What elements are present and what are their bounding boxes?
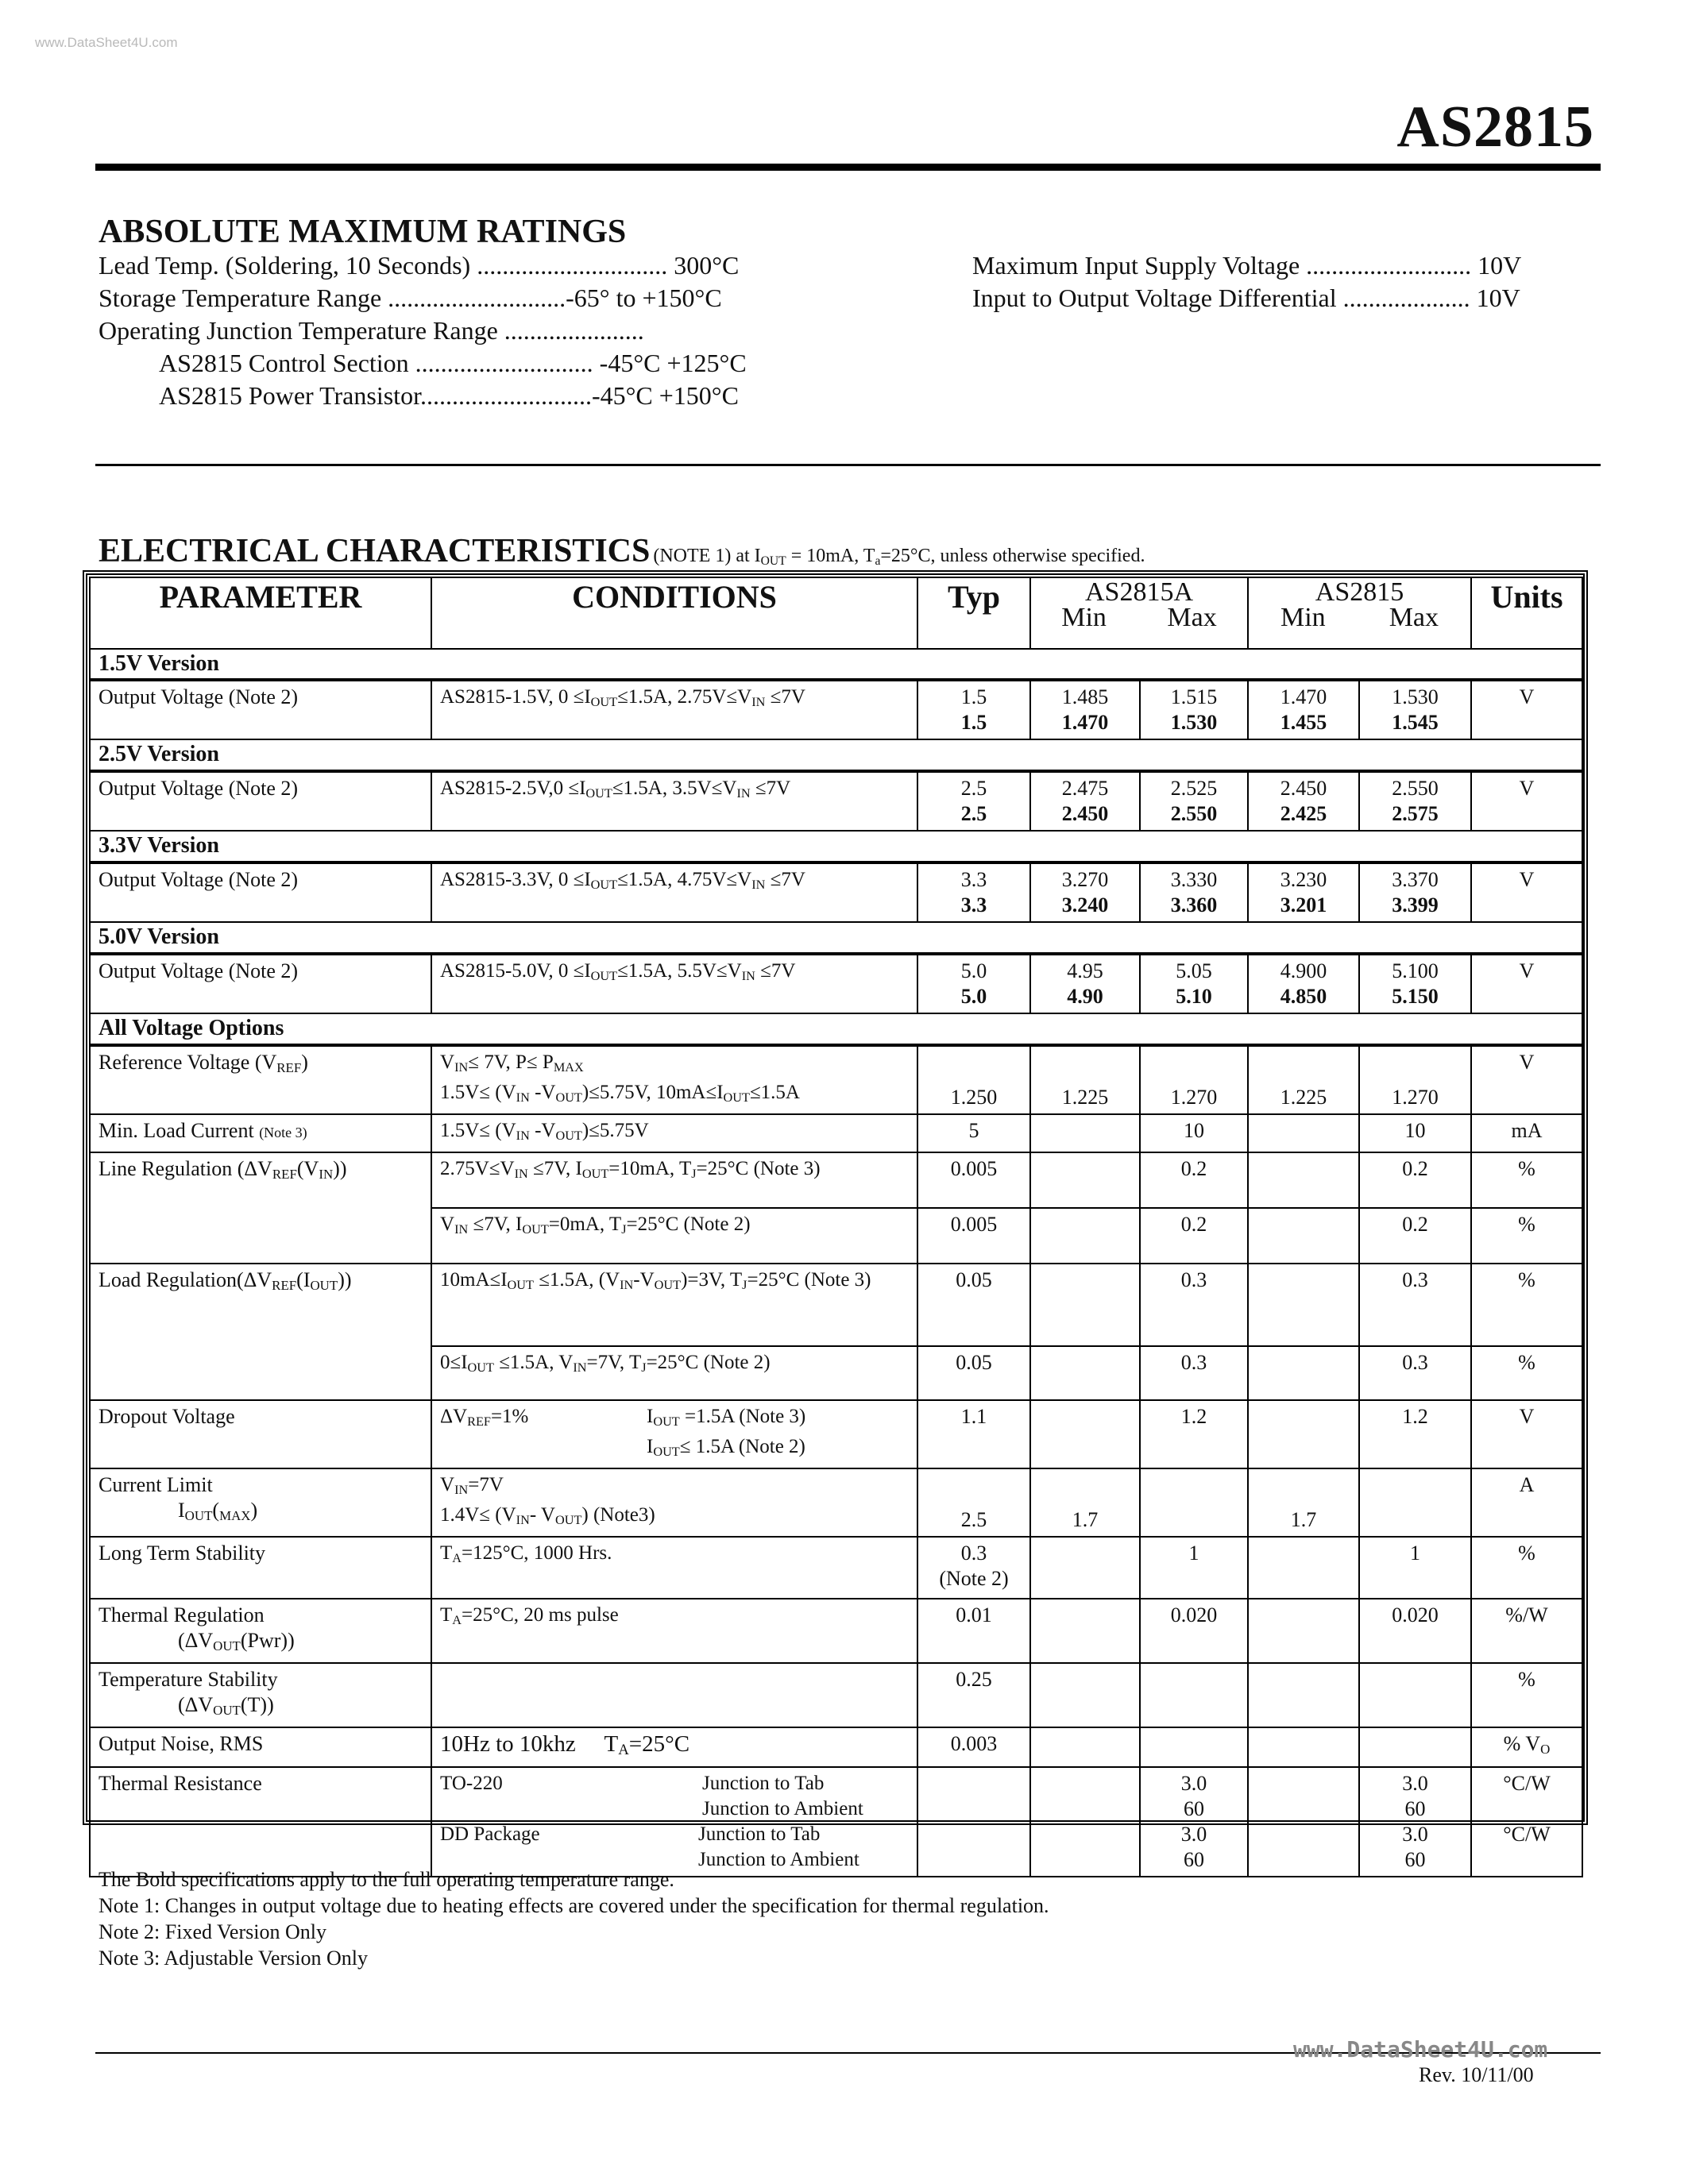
- electrical-table-frame: [83, 570, 1588, 1871]
- row-dropout: Dropout Voltage $\Delta V_{REF}=1\%$ $I_{OUT} =1.5A$ (Note 3) $I_{OUT}\le 1.5A$ (Note 2) 1.1 1.2 1.2 V: [90, 1400, 1582, 1468]
- note-1: Note 1: Changes in output voltage due to heating effects are covered under the specification for thermal regulation.: [98, 1894, 1049, 1917]
- row-thermal-resistance: Thermal Resistance TO-220 Junction to Tab Junction to Ambient DD Package Junction to Tab Junction to Ambient 3.0 60 3.0 60 3.0 60 3.0 60 °C/W °C/W: [90, 1767, 1582, 1877]
- amr-junction-temp: Operating Junction Temperature Range ......................: [98, 316, 644, 345]
- section-2-5v: 2.5V Version: [90, 739, 1582, 771]
- row-min-load: Min. Load Current (Note 3) $1.5V\le (V_{IN}$ $-V_{OUT})\le 5.75V$ 5 10 10 mA: [90, 1114, 1582, 1152]
- part-number: AS2815: [1396, 95, 1594, 160]
- header-units: Units: [1471, 577, 1582, 649]
- amr-storage-temp: Storage Temperature Range ............................-65° to +150°C: [98, 284, 722, 312]
- section-5-0v: 5.0V Version: [90, 922, 1582, 954]
- absolute-max-title: ABSOLUTE MAXIMUM RATINGS: [98, 214, 627, 250]
- watermark-text: www.DataSheet4U.com: [35, 35, 178, 50]
- header-as2815: AS2815 Min Max: [1248, 577, 1471, 649]
- note-3: Note 3: Adjustable Version Only: [98, 1947, 368, 1970]
- header-as2815a: AS2815A Min Max: [1030, 577, 1248, 649]
- header-row: [90, 577, 1582, 649]
- row-long-term: Long Term Stability $T_A=125^\circ C$, 1000 Hrs. 0.3 (Note 2) 1 1 %: [90, 1537, 1582, 1599]
- row-thermal-reg: Thermal Regulation $(\Delta V_{OUT}(Pwr))$ $T_A=25^\circ C$, 20 ms pulse 0.01 0.020 0.020 %/W: [90, 1599, 1582, 1663]
- note-2: Note 2: Fixed Version Only: [98, 1920, 326, 1943]
- row-vref: Reference Voltage $(V_{REF})$ $V_{IN}\le 7V$, $P\le P_{MAX}$ $1.5V\le (V_{IN}$ $-V_{OUT})\le 5.75V$, $10mA\le I_{OUT}\le 1.5A$ 1.250 1.225 1.270 1.225 1.270 V: [90, 1045, 1582, 1114]
- row-out-3-3: Output Voltage (Note 2) AS2815-3.3V, $0 \le I_{OUT}\le 1.5A$, $4.75V\le V_{IN} \le 7V$ 3.3 3.3 3.270 3.240 3.330 3.360 3.230 3.201 3.370 3.399 V: [90, 862, 1582, 922]
- header-parameter: PARAMETER: [90, 577, 431, 649]
- electrical-title-main: ELECTRICAL CHARACTERISTICS: [98, 533, 651, 569]
- absolute-max-right: [972, 249, 1521, 314]
- row-line-reg-1: Line Regulation $(\Delta V_{REF}(V_{IN}))$ $2.75V\le V_{IN} \le 7V$, $I_{OUT}=10mA$, $T_J=25^\circ C$ (Note 3) 0.005 0.2 0.2 %: [90, 1152, 1582, 1208]
- row-load-reg-1: Load $Regulation(\Delta V_{REF}(I_{OUT}))$ $10mA\le I_{OUT} \le 1.5A$, $(V_{IN}-V_{OUT})=3V$, $T_J=25^\circ C$ (Note 3) 0.05 0.3 0.3 %: [90, 1264, 1582, 1346]
- electrical-title-sub: (NOTE 1) at $I_{OUT} = 10mA$, $T_a=25^\circ C$, unless otherwise specified.: [653, 546, 1145, 568]
- absolute-max-left: [98, 249, 747, 412]
- amr-control-section: AS2815 Control Section ............................ -45°C +125°C: [159, 349, 747, 377]
- section-3-3v: 3.3V Version: [90, 831, 1582, 862]
- amr-power-transistor: AS2815 Power Transistor...........................-45°C +150°C: [159, 381, 739, 410]
- amr-max-input: Maximum Input Supply Voltage .......................... 10V: [972, 251, 1522, 280]
- row-current-limit: Current Limit $I_{OUT}(_{MAX})$ $V_{IN}=7V$ $1.4V\le (V_{IN}-$ $V_{OUT}$) (Note3) 2.5 1.7 1.7 A: [90, 1468, 1582, 1537]
- header-typ: Typ: [917, 577, 1030, 649]
- amr-io-differential: Input to Output Voltage Differential .................... 10V: [972, 284, 1520, 312]
- electrical-table: [89, 577, 1583, 1877]
- section-1-5v: 1.5V Version: [90, 649, 1582, 680]
- note-bold: The Bold specifications apply to the full operating temperature range.: [98, 1868, 674, 1891]
- revision: Rev. 10/11/00: [1419, 2063, 1534, 2086]
- middle-rule: [95, 464, 1601, 466]
- row-load-reg-2: $0\le I_{OUT} \le 1.5A$, $V_{IN}=7V$, $T_J=25^\circ C$ (Note 2) 0.05 0.3 0.3 %: [90, 1346, 1582, 1400]
- header-conditions: CONDITIONS: [431, 577, 917, 649]
- row-out-1-5: Output Voltage (Note 2) AS2815-1.5V, $0 \le I_{OUT}\le 1.5A$, $2.75V\le V_{IN} \le 7V$ 1.5 1.5 1.485 1.470 1.515 1.530 1.470 1.455 1.530 1.545 V: [90, 680, 1582, 739]
- row-noise: Output Noise, RMS 10Hz to 10khz $T_A=25^\circ C$ 0.003 % $V_O$: [90, 1727, 1582, 1767]
- amr-lead-temp: Lead Temp. (Soldering, 10 Seconds) .............................. 300°C: [98, 251, 740, 280]
- row-out-2-5: Output Voltage (Note 2) $AS2815-2.5V,0 \le I_{OUT}\le 1.5A$, $3.5V\le V_{IN} \le 7V$ 2.5 2.5 2.475 2.450 2.525 2.550 2.450 2.425 2.550 2.575 V: [90, 771, 1582, 831]
- top-rule: [95, 164, 1601, 171]
- notes: [98, 1866, 1049, 1971]
- row-line-reg-2: $V_{IN} \le 7V$, $I_{OUT}=0mA$, $T_J=25^\circ C$ (Note 2) 0.005 0.2 0.2 %: [90, 1208, 1582, 1264]
- row-temp-stability: Temperature Stability $(\Delta V_{OUT}(T))$ 0.25 %: [90, 1663, 1582, 1727]
- footer-site: www.DataSheet4U.com: [1293, 2036, 1548, 2062]
- electrical-title: [98, 532, 1145, 570]
- row-out-5-0: Output Voltage (Note 2) AS2815-5.0V, $0 \le I_{OUT}\le 1.5A$, $5.5V\le V_{IN} \le 7V$ 5.0 5.0 4.95 4.90 5.05 5.10 4.900 4.850 5.100 5.150 V: [90, 954, 1582, 1013]
- section-all-voltage: All Voltage Options: [90, 1013, 1582, 1045]
